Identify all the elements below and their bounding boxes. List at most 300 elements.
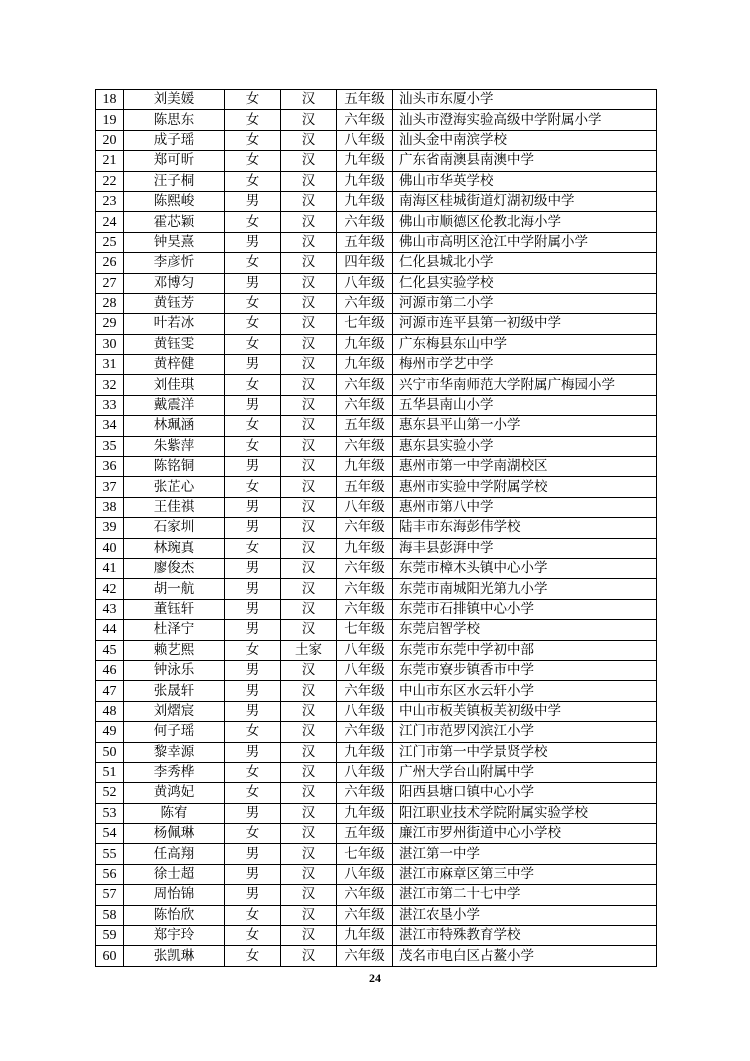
table-row — [96, 538, 657, 558]
row-number-cell: 33 — [96, 395, 124, 415]
grade-cell: 六年级 — [337, 518, 393, 538]
grade-cell: 六年级 — [337, 681, 393, 701]
table-row — [96, 722, 657, 742]
student-name-cell: 赖艺熙 — [124, 640, 225, 660]
table-row — [96, 90, 657, 110]
student-name-cell: 张晟轩 — [124, 681, 225, 701]
ethnicity-cell: 汉 — [281, 620, 337, 640]
school-cell: 陆丰市东海彭伟学校 — [393, 518, 657, 538]
grade-cell: 六年级 — [337, 905, 393, 925]
student-name-cell: 钟泳乐 — [124, 660, 225, 680]
grade-cell: 八年级 — [337, 273, 393, 293]
table-row — [96, 558, 657, 578]
ethnicity-cell: 汉 — [281, 191, 337, 211]
table-row — [96, 171, 657, 191]
row-number-cell: 34 — [96, 416, 124, 436]
ethnicity-cell: 汉 — [281, 253, 337, 273]
row-number-cell: 41 — [96, 558, 124, 578]
gender-cell: 男 — [225, 844, 281, 864]
grade-cell: 六年级 — [337, 293, 393, 313]
row-number-cell: 21 — [96, 151, 124, 171]
gender-cell: 男 — [225, 355, 281, 375]
ethnicity-cell: 汉 — [281, 457, 337, 477]
gender-cell: 男 — [225, 742, 281, 762]
ethnicity-cell: 汉 — [281, 660, 337, 680]
school-cell: 东莞市樟木头镇中心小学 — [393, 558, 657, 578]
row-number-cell: 36 — [96, 457, 124, 477]
gender-cell: 女 — [225, 783, 281, 803]
table-row — [96, 232, 657, 252]
gender-cell: 男 — [225, 620, 281, 640]
school-cell: 佛山市高明区沧江中学附属小学 — [393, 232, 657, 252]
student-name-cell: 徐士超 — [124, 864, 225, 884]
grade-cell: 七年级 — [337, 844, 393, 864]
table-row — [96, 742, 657, 762]
school-cell: 海丰县彭湃中学 — [393, 538, 657, 558]
school-cell: 河源市连平县第一初级中学 — [393, 314, 657, 334]
grade-cell: 六年级 — [337, 375, 393, 395]
school-cell: 仁化县城北小学 — [393, 253, 657, 273]
gender-cell: 男 — [225, 191, 281, 211]
table-row — [96, 518, 657, 538]
ethnicity-cell: 汉 — [281, 130, 337, 150]
table-row — [96, 273, 657, 293]
student-roster-table — [95, 89, 657, 967]
gender-cell: 男 — [225, 803, 281, 823]
gender-cell: 男 — [225, 579, 281, 599]
ethnicity-cell: 汉 — [281, 742, 337, 762]
student-name-cell: 任高翔 — [124, 844, 225, 864]
ethnicity-cell: 汉 — [281, 273, 337, 293]
student-name-cell: 郑可昕 — [124, 151, 225, 171]
ethnicity-cell: 汉 — [281, 355, 337, 375]
student-name-cell: 黎幸源 — [124, 742, 225, 762]
ethnicity-cell: 汉 — [281, 905, 337, 925]
table-row — [96, 253, 657, 273]
student-name-cell: 郑宇玲 — [124, 926, 225, 946]
grade-cell: 八年级 — [337, 701, 393, 721]
grade-cell: 六年级 — [337, 946, 393, 966]
grade-cell: 八年级 — [337, 660, 393, 680]
student-name-cell: 何子瑶 — [124, 722, 225, 742]
ethnicity-cell: 汉 — [281, 395, 337, 415]
student-name-cell: 钟昊熹 — [124, 232, 225, 252]
student-name-cell: 李秀桦 — [124, 762, 225, 782]
row-number-cell: 24 — [96, 212, 124, 232]
student-name-cell: 廖俊杰 — [124, 558, 225, 578]
row-number-cell: 58 — [96, 905, 124, 925]
gender-cell: 女 — [225, 477, 281, 497]
ethnicity-cell: 汉 — [281, 803, 337, 823]
table-row — [96, 130, 657, 150]
ethnicity-cell: 汉 — [281, 722, 337, 742]
school-cell: 惠州市实验中学附属学校 — [393, 477, 657, 497]
row-number-cell: 48 — [96, 701, 124, 721]
school-cell: 东莞市石排镇中心小学 — [393, 599, 657, 619]
table-row — [96, 762, 657, 782]
grade-cell: 九年级 — [337, 538, 393, 558]
school-cell: 东莞市寮步镇香市中学 — [393, 660, 657, 680]
table-row — [96, 436, 657, 456]
grade-cell: 九年级 — [337, 803, 393, 823]
row-number-cell: 51 — [96, 762, 124, 782]
row-number-cell: 44 — [96, 620, 124, 640]
table-row — [96, 151, 657, 171]
student-name-cell: 王佳祺 — [124, 497, 225, 517]
ethnicity-cell: 汉 — [281, 375, 337, 395]
row-number-cell: 45 — [96, 640, 124, 660]
table-row — [96, 110, 657, 130]
grade-cell: 五年级 — [337, 90, 393, 110]
table-row — [96, 681, 657, 701]
table-row — [96, 864, 657, 884]
gender-cell: 女 — [225, 926, 281, 946]
gender-cell: 男 — [225, 885, 281, 905]
student-name-cell: 邓博匀 — [124, 273, 225, 293]
school-cell: 中山市东区水云轩小学 — [393, 681, 657, 701]
table-row — [96, 701, 657, 721]
row-number-cell: 47 — [96, 681, 124, 701]
ethnicity-cell: 汉 — [281, 293, 337, 313]
table-row — [96, 599, 657, 619]
school-cell: 梅州市学艺中学 — [393, 355, 657, 375]
grade-cell: 八年级 — [337, 762, 393, 782]
student-name-cell: 黄梓健 — [124, 355, 225, 375]
school-cell: 河源市第二小学 — [393, 293, 657, 313]
table-row — [96, 946, 657, 966]
row-number-cell: 30 — [96, 334, 124, 354]
grade-cell: 九年级 — [337, 191, 393, 211]
table-row — [96, 293, 657, 313]
row-number-cell: 59 — [96, 926, 124, 946]
grade-cell: 六年级 — [337, 722, 393, 742]
school-cell: 江门市范罗冈滨江小学 — [393, 722, 657, 742]
row-number-cell: 49 — [96, 722, 124, 742]
ethnicity-cell: 汉 — [281, 864, 337, 884]
student-name-cell: 张凯琳 — [124, 946, 225, 966]
student-name-cell: 董钰轩 — [124, 599, 225, 619]
row-number-cell: 20 — [96, 130, 124, 150]
row-number-cell: 40 — [96, 538, 124, 558]
row-number-cell: 26 — [96, 253, 124, 273]
gender-cell: 女 — [225, 293, 281, 313]
school-cell: 广东梅县东山中学 — [393, 334, 657, 354]
gender-cell: 女 — [225, 416, 281, 436]
grade-cell: 九年级 — [337, 151, 393, 171]
student-name-cell: 朱紫萍 — [124, 436, 225, 456]
school-cell: 惠东县平山第一小学 — [393, 416, 657, 436]
student-name-cell: 林珮涵 — [124, 416, 225, 436]
gender-cell: 女 — [225, 722, 281, 742]
table-row — [96, 824, 657, 844]
row-number-cell: 57 — [96, 885, 124, 905]
gender-cell: 女 — [225, 640, 281, 660]
student-name-cell: 汪子桐 — [124, 171, 225, 191]
ethnicity-cell: 汉 — [281, 212, 337, 232]
row-number-cell: 35 — [96, 436, 124, 456]
gender-cell: 男 — [225, 457, 281, 477]
gender-cell: 女 — [225, 314, 281, 334]
gender-cell: 女 — [225, 334, 281, 354]
row-number-cell: 19 — [96, 110, 124, 130]
ethnicity-cell: 汉 — [281, 783, 337, 803]
student-name-cell: 霍芯颖 — [124, 212, 225, 232]
table-row — [96, 579, 657, 599]
table-row — [96, 212, 657, 232]
school-cell: 茂名市电白区占鳌小学 — [393, 946, 657, 966]
row-number-cell: 53 — [96, 803, 124, 823]
grade-cell: 九年级 — [337, 457, 393, 477]
school-cell: 汕头市东厦小学 — [393, 90, 657, 110]
ethnicity-cell: 汉 — [281, 701, 337, 721]
gender-cell: 女 — [225, 946, 281, 966]
school-cell: 阳西县塘口镇中心小学 — [393, 783, 657, 803]
grade-cell: 六年级 — [337, 885, 393, 905]
gender-cell: 男 — [225, 701, 281, 721]
grade-cell: 六年级 — [337, 395, 393, 415]
table-row — [96, 334, 657, 354]
student-name-cell: 石家圳 — [124, 518, 225, 538]
ethnicity-cell: 汉 — [281, 436, 337, 456]
student-name-cell: 黄鸿妃 — [124, 783, 225, 803]
table-row — [96, 660, 657, 680]
school-cell: 湛江市麻章区第三中学 — [393, 864, 657, 884]
gender-cell: 男 — [225, 395, 281, 415]
row-number-cell: 43 — [96, 599, 124, 619]
table-row — [96, 905, 657, 925]
grade-cell: 五年级 — [337, 232, 393, 252]
table-row — [96, 885, 657, 905]
gender-cell: 男 — [225, 599, 281, 619]
ethnicity-cell: 汉 — [281, 416, 337, 436]
grade-cell: 七年级 — [337, 314, 393, 334]
school-cell: 惠州市第一中学南湖校区 — [393, 457, 657, 477]
student-name-cell: 周怡锦 — [124, 885, 225, 905]
grade-cell: 七年级 — [337, 620, 393, 640]
gender-cell: 女 — [225, 905, 281, 925]
ethnicity-cell: 汉 — [281, 926, 337, 946]
grade-cell: 九年级 — [337, 355, 393, 375]
school-cell: 江门市第一中学景贤学校 — [393, 742, 657, 762]
row-number-cell: 55 — [96, 844, 124, 864]
grade-cell: 六年级 — [337, 599, 393, 619]
table-row — [96, 477, 657, 497]
student-name-cell: 杨佩琳 — [124, 824, 225, 844]
gender-cell: 男 — [225, 232, 281, 252]
student-name-cell: 黄钰雯 — [124, 334, 225, 354]
row-number-cell: 29 — [96, 314, 124, 334]
gender-cell: 女 — [225, 110, 281, 130]
row-number-cell: 50 — [96, 742, 124, 762]
student-name-cell: 李彦忻 — [124, 253, 225, 273]
table-row — [96, 640, 657, 660]
gender-cell: 男 — [225, 518, 281, 538]
table-row — [96, 457, 657, 477]
row-number-cell: 27 — [96, 273, 124, 293]
gender-cell: 男 — [225, 864, 281, 884]
ethnicity-cell: 汉 — [281, 110, 337, 130]
grade-cell: 八年级 — [337, 640, 393, 660]
row-number-cell: 54 — [96, 824, 124, 844]
gender-cell: 女 — [225, 538, 281, 558]
school-cell: 惠东县实验小学 — [393, 436, 657, 456]
student-name-cell: 陈思东 — [124, 110, 225, 130]
student-name-cell: 成子瑶 — [124, 130, 225, 150]
grade-cell: 六年级 — [337, 783, 393, 803]
grade-cell: 九年级 — [337, 171, 393, 191]
grade-cell: 六年级 — [337, 110, 393, 130]
gender-cell: 男 — [225, 660, 281, 680]
student-name-cell: 叶若冰 — [124, 314, 225, 334]
table-row — [96, 926, 657, 946]
student-name-cell: 陈宥 — [124, 803, 225, 823]
gender-cell: 女 — [225, 171, 281, 191]
school-cell: 佛山市华英学校 — [393, 171, 657, 191]
gender-cell: 女 — [225, 151, 281, 171]
row-number-cell: 22 — [96, 171, 124, 191]
student-name-cell: 刘美媛 — [124, 90, 225, 110]
ethnicity-cell: 汉 — [281, 946, 337, 966]
table-row — [96, 395, 657, 415]
roster-table-body — [96, 90, 657, 967]
school-cell: 兴宁市华南师范大学附属广梅园小学 — [393, 375, 657, 395]
row-number-cell: 23 — [96, 191, 124, 211]
school-cell: 仁化县实验学校 — [393, 273, 657, 293]
gender-cell: 女 — [225, 90, 281, 110]
student-name-cell: 陈铭铜 — [124, 457, 225, 477]
row-number-cell: 31 — [96, 355, 124, 375]
school-cell: 廉江市罗州街道中心小学校 — [393, 824, 657, 844]
student-name-cell: 刘佳琪 — [124, 375, 225, 395]
grade-cell: 六年级 — [337, 579, 393, 599]
gender-cell: 女 — [225, 253, 281, 273]
school-cell: 湛江农垦小学 — [393, 905, 657, 925]
school-cell: 惠州市第八中学 — [393, 497, 657, 517]
gender-cell: 男 — [225, 681, 281, 701]
student-name-cell: 林琬真 — [124, 538, 225, 558]
page-number: 24 — [369, 971, 381, 985]
gender-cell: 男 — [225, 497, 281, 517]
grade-cell: 六年级 — [337, 436, 393, 456]
ethnicity-cell: 汉 — [281, 314, 337, 334]
grade-cell: 八年级 — [337, 864, 393, 884]
student-name-cell: 戴震洋 — [124, 395, 225, 415]
gender-cell: 女 — [225, 212, 281, 232]
student-name-cell: 张芷心 — [124, 477, 225, 497]
grade-cell: 九年级 — [337, 742, 393, 762]
table-row — [96, 844, 657, 864]
grade-cell: 五年级 — [337, 824, 393, 844]
ethnicity-cell: 汉 — [281, 538, 337, 558]
ethnicity-cell: 汉 — [281, 518, 337, 538]
gender-cell: 女 — [225, 130, 281, 150]
school-cell: 中山市板芙镇板芙初级中学 — [393, 701, 657, 721]
school-cell: 汕头市澄海实验高级中学附属小学 — [393, 110, 657, 130]
grade-cell: 九年级 — [337, 926, 393, 946]
student-name-cell: 刘熠宸 — [124, 701, 225, 721]
school-cell: 佛山市顺德区伦教北海小学 — [393, 212, 657, 232]
table-row — [96, 314, 657, 334]
ethnicity-cell: 汉 — [281, 232, 337, 252]
grade-cell: 九年级 — [337, 334, 393, 354]
ethnicity-cell: 汉 — [281, 885, 337, 905]
school-cell: 东莞市东莞中学初中部 — [393, 640, 657, 660]
student-name-cell: 陈怡欣 — [124, 905, 225, 925]
ethnicity-cell: 汉 — [281, 844, 337, 864]
grade-cell: 六年级 — [337, 212, 393, 232]
school-cell: 湛江市特殊教育学校 — [393, 926, 657, 946]
school-cell: 东莞市南城阳光第九小学 — [393, 579, 657, 599]
ethnicity-cell: 汉 — [281, 681, 337, 701]
school-cell: 广州大学台山附属中学 — [393, 762, 657, 782]
row-number-cell: 42 — [96, 579, 124, 599]
ethnicity-cell: 汉 — [281, 334, 337, 354]
student-name-cell: 陈熙峻 — [124, 191, 225, 211]
table-row — [96, 355, 657, 375]
ethnicity-cell: 汉 — [281, 90, 337, 110]
ethnicity-cell: 汉 — [281, 171, 337, 191]
row-number-cell: 46 — [96, 660, 124, 680]
row-number-cell: 18 — [96, 90, 124, 110]
school-cell: 湛江第一中学 — [393, 844, 657, 864]
table-row — [96, 620, 657, 640]
row-number-cell: 38 — [96, 497, 124, 517]
row-number-cell: 32 — [96, 375, 124, 395]
ethnicity-cell: 汉 — [281, 599, 337, 619]
ethnicity-cell: 土家 — [281, 640, 337, 660]
grade-cell: 六年级 — [337, 558, 393, 578]
ethnicity-cell: 汉 — [281, 579, 337, 599]
school-cell: 广东省南澳县南澳中学 — [393, 151, 657, 171]
gender-cell: 女 — [225, 762, 281, 782]
gender-cell: 男 — [225, 273, 281, 293]
school-cell: 阳江职业技术学院附属实验学校 — [393, 803, 657, 823]
ethnicity-cell: 汉 — [281, 558, 337, 578]
row-number-cell: 56 — [96, 864, 124, 884]
student-name-cell: 胡一航 — [124, 579, 225, 599]
ethnicity-cell: 汉 — [281, 497, 337, 517]
school-cell: 五华县南山小学 — [393, 395, 657, 415]
table-row — [96, 783, 657, 803]
student-name-cell: 黄钰芳 — [124, 293, 225, 313]
grade-cell: 八年级 — [337, 497, 393, 517]
row-number-cell: 39 — [96, 518, 124, 538]
table-row — [96, 803, 657, 823]
row-number-cell: 37 — [96, 477, 124, 497]
student-name-cell: 杜泽宁 — [124, 620, 225, 640]
table-row — [96, 497, 657, 517]
ethnicity-cell: 汉 — [281, 824, 337, 844]
row-number-cell: 52 — [96, 783, 124, 803]
row-number-cell: 25 — [96, 232, 124, 252]
row-number-cell: 28 — [96, 293, 124, 313]
gender-cell: 女 — [225, 436, 281, 456]
school-cell: 东莞启智学校 — [393, 620, 657, 640]
ethnicity-cell: 汉 — [281, 151, 337, 171]
grade-cell: 四年级 — [337, 253, 393, 273]
table-row — [96, 191, 657, 211]
grade-cell: 五年级 — [337, 416, 393, 436]
school-cell: 湛江市第二十七中学 — [393, 885, 657, 905]
row-number-cell: 60 — [96, 946, 124, 966]
ethnicity-cell: 汉 — [281, 762, 337, 782]
gender-cell: 女 — [225, 375, 281, 395]
gender-cell: 男 — [225, 558, 281, 578]
table-row — [96, 416, 657, 436]
gender-cell: 女 — [225, 824, 281, 844]
table-row — [96, 375, 657, 395]
school-cell: 汕头金中南滨学校 — [393, 130, 657, 150]
